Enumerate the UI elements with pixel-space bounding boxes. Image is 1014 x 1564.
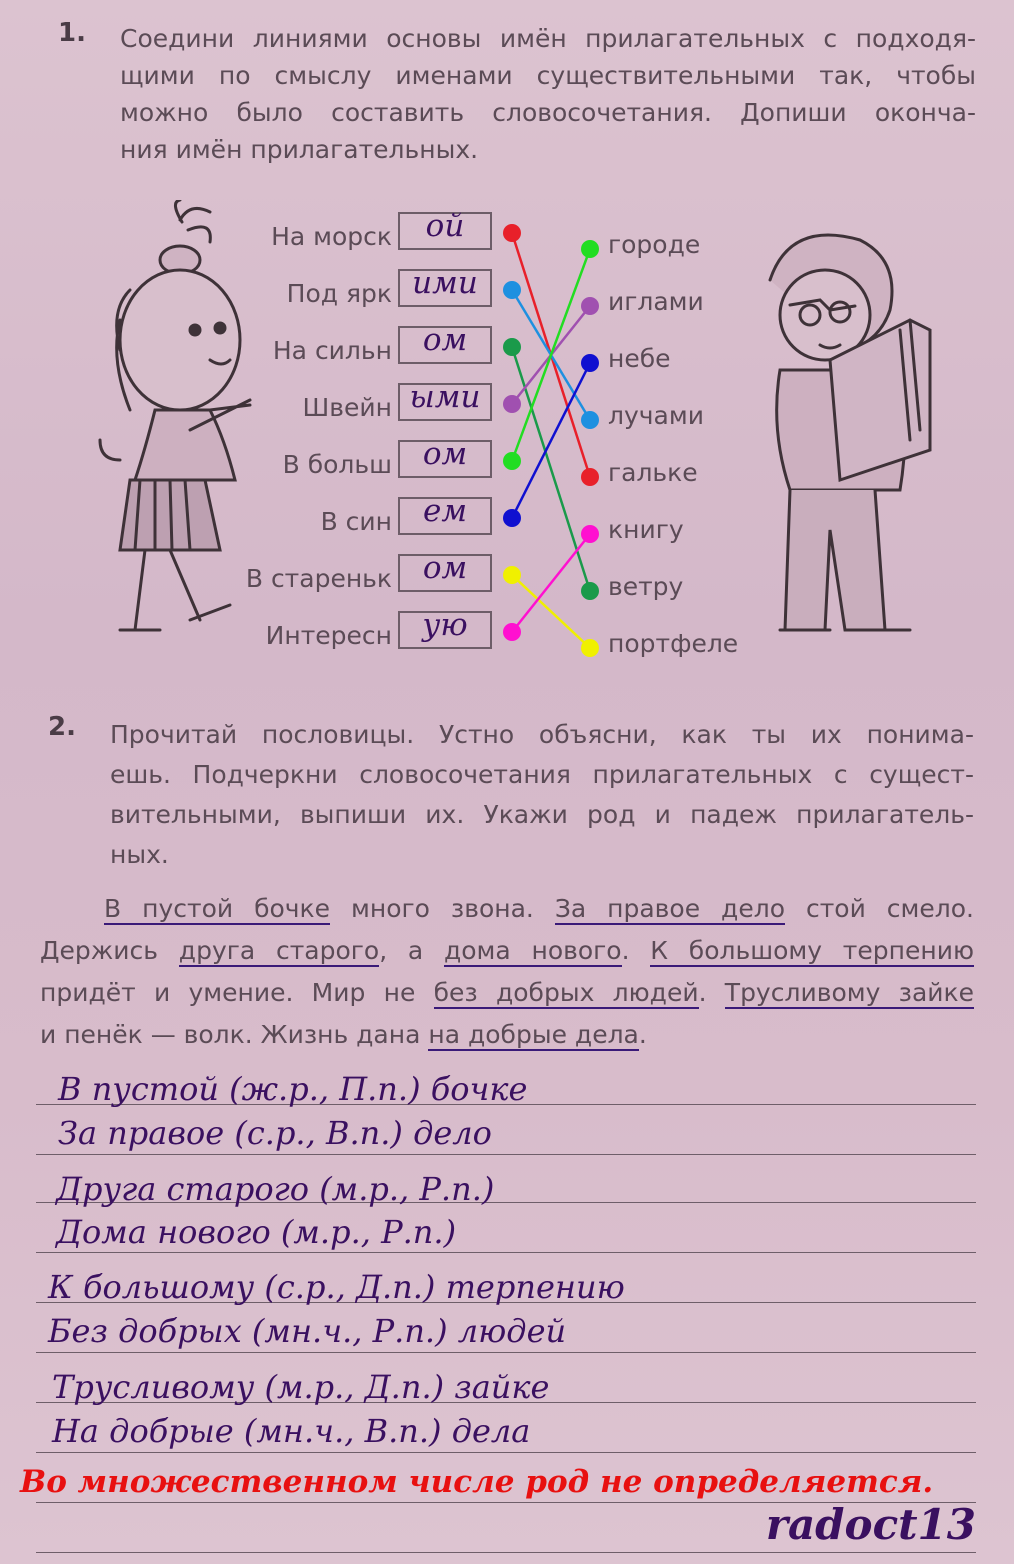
underlined-phrase: К большому терпению	[650, 936, 974, 965]
connection-right-dot	[581, 582, 599, 600]
proverbs-text	[40, 888, 974, 1056]
underlined-phrase: За правое дело	[554, 894, 785, 923]
connection-right-dot	[581, 354, 599, 372]
adjective-stem: В стареньк	[245, 564, 392, 593]
answer-line: Без добрых (мн.ч., Р.п.) людей	[48, 1312, 567, 1350]
proverb-line	[40, 930, 974, 972]
ending-box[interactable]	[398, 322, 492, 364]
ending-box[interactable]	[398, 550, 492, 592]
noun: портфеле	[608, 629, 739, 658]
writing-line	[36, 1452, 976, 1453]
proverb-text: .	[638, 1020, 647, 1049]
ending-text: ом	[422, 322, 468, 358]
ending-box[interactable]	[398, 493, 492, 535]
adjective-stem: Под ярк	[286, 279, 392, 308]
proverb-line	[40, 888, 974, 930]
task2-instructions	[110, 715, 974, 875]
ending-box[interactable]	[398, 379, 492, 421]
writing-line	[36, 1154, 976, 1155]
connection-left-dot	[503, 224, 521, 242]
underlined-phrase: Трусливому зайке	[724, 978, 974, 1007]
answer-line: Трусливому (м.р., Д.п.) зайке	[52, 1368, 550, 1406]
ending-box[interactable]	[398, 607, 492, 649]
noun: небе	[608, 344, 671, 373]
connection-line	[512, 534, 590, 632]
connection-right-dot	[581, 297, 599, 315]
answer-line: Друга старого (м.р., Р.п.)	[56, 1170, 495, 1208]
connection-left-dot	[503, 623, 521, 641]
ending-text: ую	[422, 607, 468, 643]
signature: radoct13	[765, 1500, 976, 1549]
ending-text: ой	[425, 208, 465, 244]
task2-line: ных.	[110, 840, 169, 869]
ending-box[interactable]	[398, 265, 492, 307]
connection-right-dot	[581, 468, 599, 486]
noun: городе	[608, 230, 701, 259]
proverb-text: , а	[379, 936, 444, 965]
ending-text: ем	[422, 493, 468, 529]
ending-box[interactable]	[398, 436, 492, 478]
proverb-text: придёт и умение. Мир не	[40, 978, 434, 1007]
task2-line: Прочитай пословицы. Устно объясни, как ты их понима-	[110, 720, 974, 749]
noun: гальке	[608, 458, 698, 487]
proverb-text: много звона.	[330, 894, 555, 923]
connection-right-dot	[581, 240, 599, 258]
proverb-text: стой смело.	[785, 894, 974, 923]
proverb-text: и пенёк — волк. Жизнь дана	[40, 1020, 429, 1049]
noun: лучами	[608, 401, 704, 430]
answer-line: На добрые (мн.ч., В.п.) дела	[52, 1412, 531, 1450]
connection-lines	[0, 0, 1014, 700]
ending-text: ом	[422, 550, 468, 586]
answer-line: В пустой (ж.р., П.п.) бочке	[58, 1070, 528, 1108]
underlined-phrase: В пустой бочке	[104, 894, 331, 923]
connection-left-dot	[503, 509, 521, 527]
proverb-line	[40, 1014, 974, 1056]
adjective-stem: На сильн	[272, 336, 392, 365]
connection-left-dot	[503, 281, 521, 299]
underlined-phrase: дома нового	[443, 936, 622, 965]
writing-line	[36, 1352, 976, 1353]
connection-left-dot	[503, 338, 521, 356]
task1-line: Соедини линиями основы имён прилагательных с подходя-	[120, 24, 976, 53]
underlined-phrase: без добрых людей	[433, 978, 699, 1007]
plural-note: Во множественном числе род не определяется.	[20, 1464, 934, 1500]
connection-line	[512, 575, 590, 648]
adjective-stem: Швейн	[302, 393, 392, 422]
adjective-stem: На морск	[271, 222, 392, 251]
task2-line: вительными, выпиши их. Укажи род и падеж прилагатель-	[110, 800, 974, 829]
ending-text: ом	[422, 436, 468, 472]
answer-line: За правое (с.р., В.п.) дело	[58, 1114, 492, 1152]
noun: ветру	[608, 572, 684, 601]
proverb-text: .	[621, 936, 651, 965]
connection-right-dot	[581, 525, 599, 543]
connection-right-dot	[581, 411, 599, 429]
task1-line: можно было составить словосочетания. Допиши оконча-	[120, 98, 976, 127]
task2-line: ешь. Подчеркни словосочетания прилагательных с сущест-	[110, 760, 974, 789]
adjective-stem: В син	[320, 507, 392, 536]
task1-line: щими по смыслу именами существительными так, чтобы	[120, 61, 976, 90]
adjective-stem: Интересн	[265, 621, 392, 650]
connection-right-dot	[581, 639, 599, 657]
noun: книгу	[608, 515, 684, 544]
writing-line	[36, 1252, 976, 1253]
underlined-phrase: на добрые дела	[428, 1020, 639, 1049]
proverb-text: .	[698, 978, 725, 1007]
writing-line	[36, 1552, 976, 1553]
connection-left-dot	[503, 395, 521, 413]
ending-box[interactable]	[398, 208, 492, 250]
noun: иглами	[608, 287, 704, 316]
underlined-phrase: друга старого	[178, 936, 380, 965]
connection-left-dot	[503, 452, 521, 470]
task2-number: 2.	[48, 712, 76, 742]
connection-line	[512, 249, 590, 461]
proverb-line	[40, 972, 974, 1014]
task1-number: 1.	[58, 18, 86, 48]
answer-line: Дома нового (м.р., Р.п.)	[56, 1213, 457, 1251]
adjective-stem: В больш	[282, 450, 392, 479]
answer-line: К большому (с.р., Д.п.) терпению	[48, 1268, 625, 1306]
task1-line: ния имён прилагательных.	[120, 135, 479, 164]
ending-text: ыми	[409, 379, 481, 415]
ending-text: ими	[412, 265, 478, 301]
proverb-text: Держись	[40, 936, 179, 965]
connection-left-dot	[503, 566, 521, 584]
